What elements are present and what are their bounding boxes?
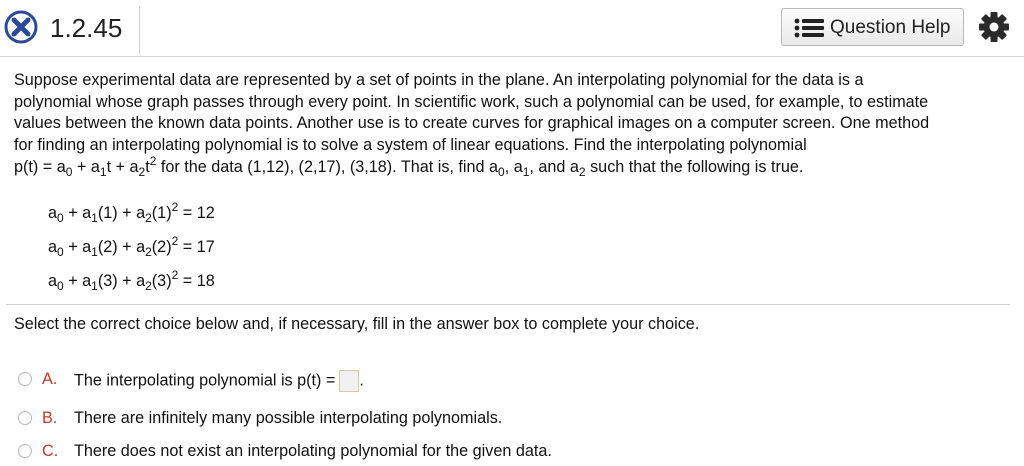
- question-help-button[interactable]: [781, 8, 964, 46]
- close-status-icon: [4, 10, 38, 44]
- problem-line: polynomial whose graph passes through every point. In scientific work, such a polynomial can be used, for example, to estimate: [14, 92, 929, 111]
- radio-button[interactable]: [18, 372, 32, 386]
- equation: $a_0 + a_1(3) + a_2(3)^2 = 18$: [48, 268, 215, 293]
- equation-system: [48, 196, 215, 298]
- list-icon: [794, 18, 824, 38]
- choice-letter: C.: [42, 442, 59, 460]
- divider: [139, 6, 140, 54]
- section-divider: [6, 304, 1010, 305]
- problem-line: for finding an interpolating polynomial is to solve a system of linear equations. Find the interpolating polynomial: [14, 135, 807, 154]
- gear-icon[interactable]: [977, 10, 1011, 44]
- problem-line: values between the known data points. Another use is to create curves for graphical images on a computer screen. One method: [14, 114, 930, 132]
- equation: $a_0 + a_1(1) + a_2(1)^2 = 12$: [48, 200, 215, 225]
- question-help-label: Question Help: [830, 17, 951, 38]
- instruction-text: Select the correct choice below and, if necessary, fill in the answer box to complete your choice.: [14, 315, 700, 333]
- choice-letter: A.: [42, 370, 58, 388]
- answer-box[interactable]: [339, 370, 359, 392]
- choice-text: The interpolating polynomial is p(t) = .: [74, 370, 364, 392]
- question-number: 1.2.45: [50, 13, 123, 43]
- radio-button[interactable]: [18, 444, 32, 458]
- choice-text: There does not exist an interpolating polynomial for the given data.: [74, 442, 552, 460]
- equation: $a_0 + a_1(2) + a_2(2)^2 = 17$: [48, 234, 215, 259]
- problem-line: Suppose experimental data are represented by a set of points in the plane. An interpolating polynomial for the data is a: [14, 71, 864, 89]
- choice-text: There are infinitely many possible interpolating polynomials.: [74, 409, 503, 427]
- choice-letter: B.: [42, 409, 58, 427]
- top-bar: [0, 0, 1024, 57]
- radio-button[interactable]: [18, 411, 32, 425]
- polynomial-statement: $p(t) = a_0 + a_1t + a_2t^2$ for the data (1,12), (2,17), (3,18). That is, find $a_0$, $a_1$, and $a_2$ such that the following is true.: [14, 154, 804, 179]
- problem-text: [14, 70, 1010, 179]
